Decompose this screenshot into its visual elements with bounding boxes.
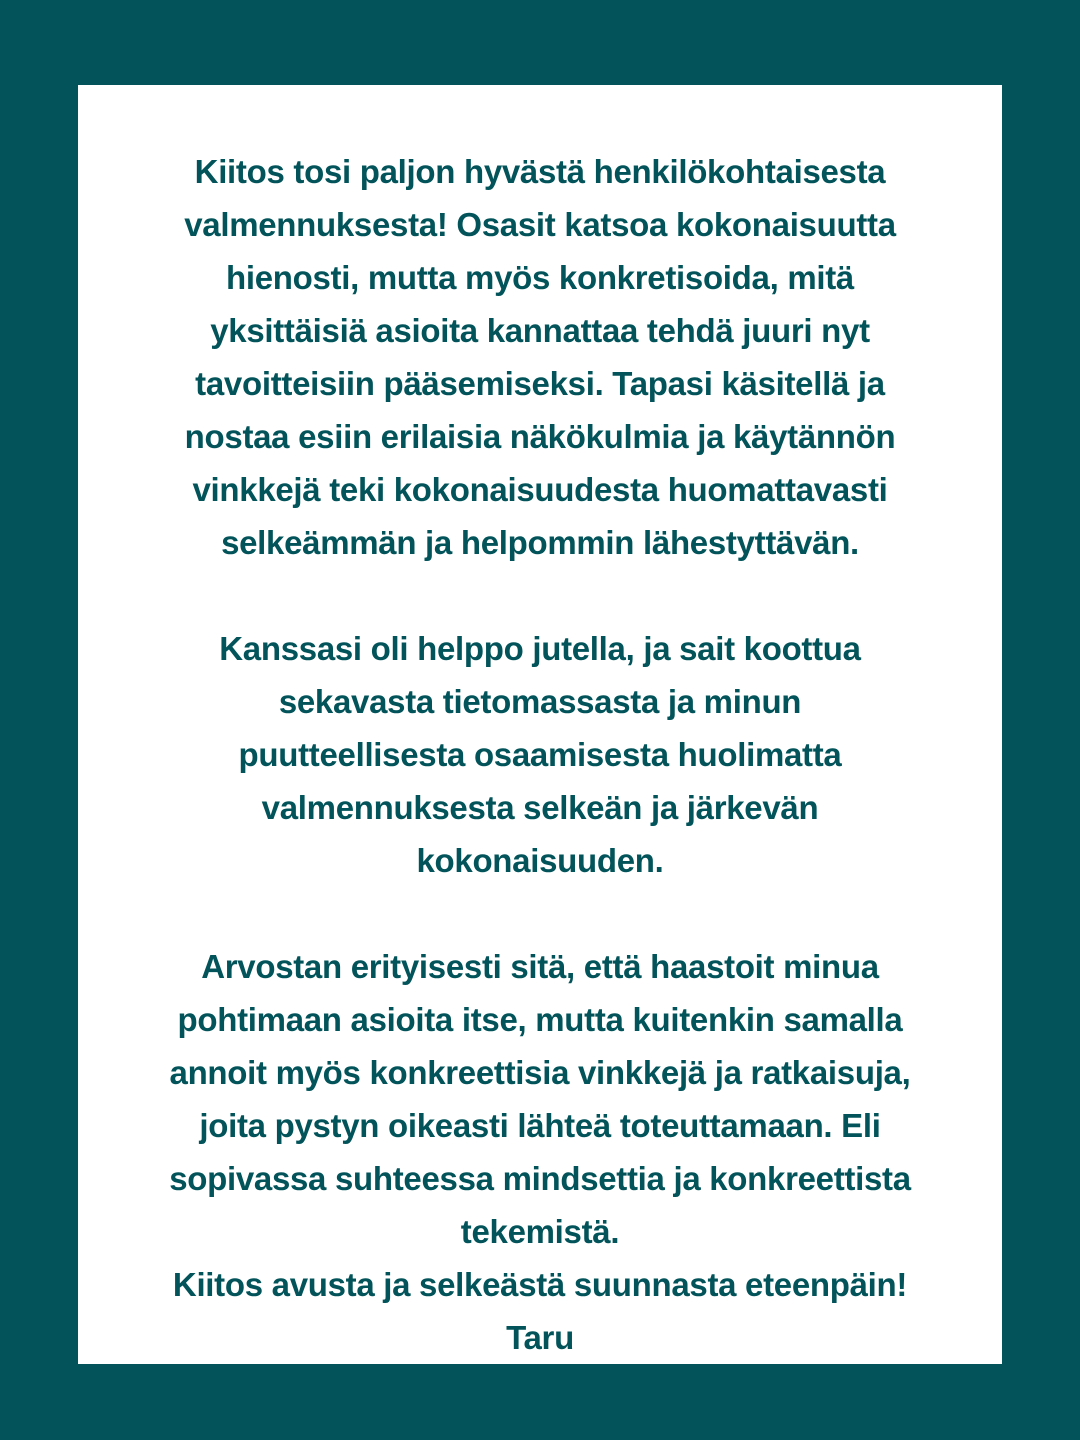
text-line: annoit myös konkreettisia vinkkejä ja ratkaisuja, [169, 1054, 911, 1091]
text-line: vinkkejä teki kokonaisuudesta huomattavasti [192, 471, 888, 508]
text-line: Kanssasi oli helppo jutella, ja sait koottua [219, 630, 861, 667]
text-line: puutteellisesta osaamisesta huolimatta [238, 736, 842, 773]
text-line: nostaa esiin erilaisia näkökulmia ja käytännön [184, 418, 896, 455]
paragraph-spacer [118, 887, 962, 940]
testimonial-card [78, 85, 1002, 1364]
text-line: valmennuksesta! Osasit katsoa kokonaisuutta [184, 206, 896, 243]
text-line: pohtimaan asioita itse, mutta kuitenkin samalla [177, 1001, 903, 1038]
testimonial-paragraph-3 [118, 940, 962, 1364]
text-line: Arvostan erityisesti sitä, että haastoit minua [201, 948, 879, 985]
paragraph-spacer [118, 569, 962, 622]
text-line: selkeämmän ja helpommin lähestyttävän. [221, 524, 859, 561]
text-line: joita pystyn oikeasti lähteä toteuttamaan. Eli [199, 1107, 881, 1144]
text-line: hienosti, mutta myös konkretisoida, mitä [226, 259, 854, 296]
text-line: yksittäisiä asioita kannattaa tehdä juuri nyt [210, 312, 870, 349]
testimonial-paragraph-2 [118, 622, 962, 887]
text-line: tekemistä. [460, 1213, 620, 1250]
text-line: kokonaisuuden. [416, 842, 664, 879]
closing-line: Kiitos avusta ja selkeästä suunnasta eteenpäin! [172, 1266, 908, 1303]
text-line: sopivassa suhteessa mindsettia ja konkreettista [169, 1160, 911, 1197]
text-line: tavoitteisiin pääsemiseksi. Tapasi käsitellä ja [195, 365, 885, 402]
text-line: valmennuksesta selkeän ja järkevän [261, 789, 819, 826]
text-line: sekavasta tietomassasta ja minun [278, 683, 802, 720]
text-line: Kiitos tosi paljon hyvästä henkilökohtaisesta [194, 153, 886, 190]
signature: Taru [506, 1319, 574, 1356]
testimonial-paragraph-1 [118, 145, 962, 569]
